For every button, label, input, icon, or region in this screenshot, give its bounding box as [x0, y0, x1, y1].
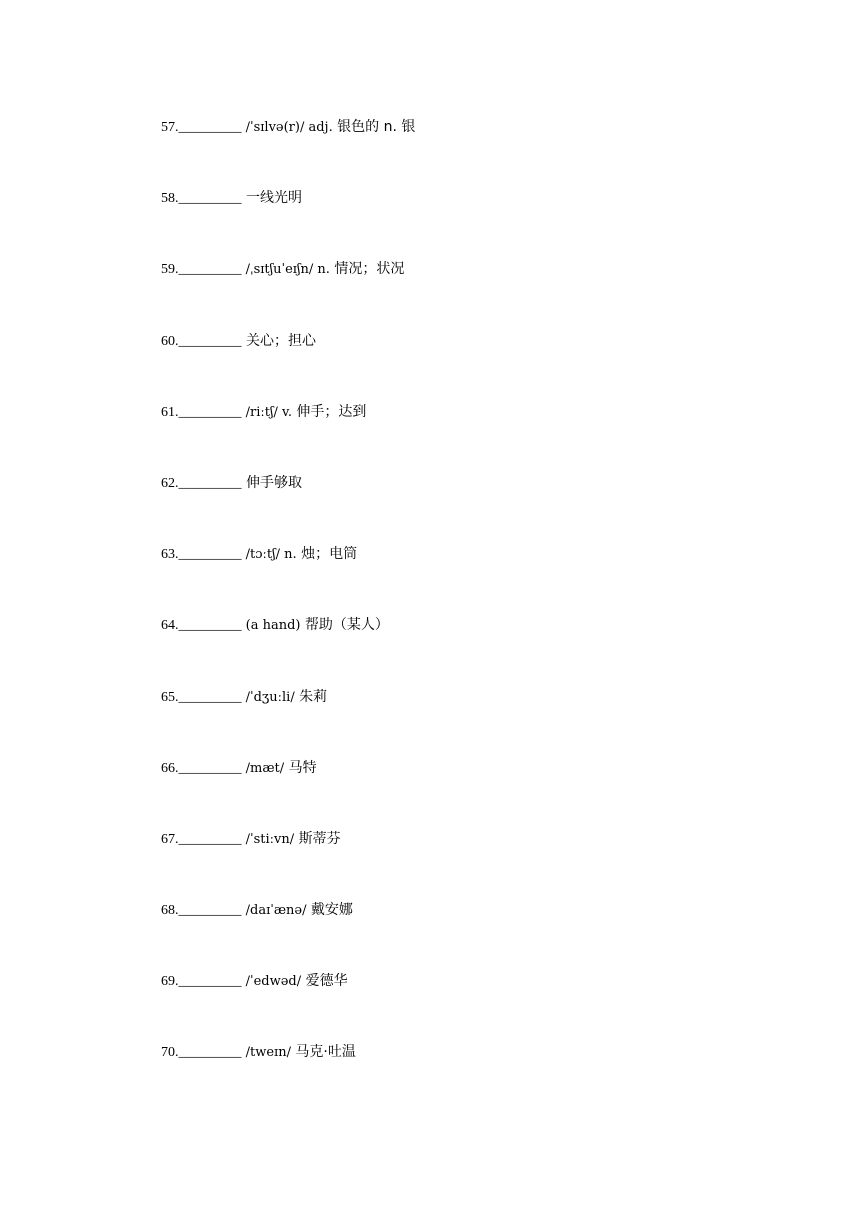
list-item: [161, 331, 801, 402]
list-item: [161, 473, 801, 544]
list-item: [161, 1042, 801, 1113]
list-item: [161, 188, 801, 259]
chinese-meaning: 烛；电筒: [296, 546, 358, 563]
list-item: [161, 829, 801, 900]
item-number: 70.: [161, 1045, 179, 1061]
item-number: 66.: [161, 760, 179, 776]
pronunciation: /riːtʃ/ v.: [241, 404, 292, 420]
item-number: 57.: [161, 120, 179, 135]
chinese-meaning: 斯蒂芬: [294, 830, 341, 847]
answer-blank: _________: [178, 903, 242, 919]
list-item: [161, 615, 801, 686]
item-number: 64.: [161, 618, 179, 634]
chinese-meaning: 伸手够取: [241, 474, 302, 491]
answer-blank: _________: [178, 618, 242, 634]
vocabulary-list: [161, 117, 801, 1114]
chinese-meaning: 关心；担心: [241, 332, 316, 349]
item-number: 65.: [161, 689, 179, 705]
item-number: 69.: [161, 974, 179, 990]
answer-blank: _________: [178, 547, 242, 563]
pronunciation: /daɪˈænə/: [241, 903, 307, 919]
list-item: [161, 117, 801, 188]
list-item: [161, 544, 801, 615]
chinese-meaning: 帮助（某人）: [300, 617, 389, 634]
pronunciation: (a hand): [241, 618, 301, 634]
item-number: 60.: [161, 333, 179, 349]
pronunciation: /ˈedwəd/: [241, 974, 302, 990]
item-number: 62.: [161, 475, 179, 491]
item-number: 68.: [161, 903, 179, 919]
chinese-meaning: 戴安娜: [306, 902, 353, 919]
answer-blank: _________: [178, 191, 242, 207]
answer-blank: _________: [178, 120, 242, 135]
pronunciation: /ˈstiːvn/: [241, 831, 295, 847]
chinese-meaning: 情况；状况: [329, 261, 405, 278]
chinese-meaning: 银色的 n. 银: [332, 119, 416, 135]
answer-blank: _________: [178, 1045, 242, 1061]
chinese-meaning: 马特: [284, 759, 317, 776]
pronunciation: /tweɪn/: [241, 1045, 291, 1061]
item-number: 61.: [161, 404, 179, 420]
list-item: [161, 971, 801, 1042]
pronunciation: /tɔːtʃ/ n.: [241, 547, 297, 563]
pronunciation: /ˈdʒuːli/: [241, 689, 295, 705]
list-item: [161, 900, 801, 971]
list-item: [161, 758, 801, 829]
item-number: 67.: [161, 831, 179, 847]
chinese-meaning: 一线光明: [241, 190, 302, 207]
answer-blank: _________: [178, 689, 242, 705]
chinese-meaning: 马克·吐温: [290, 1044, 356, 1061]
item-number: 63.: [161, 547, 179, 563]
list-item: [161, 259, 801, 330]
chinese-meaning: 爱德华: [301, 973, 348, 990]
pronunciation: /ˈsɪlvə(r)/ adj.: [241, 120, 333, 135]
pronunciation: /mæt/: [241, 760, 285, 776]
answer-blank: _________: [178, 333, 242, 349]
item-number: 58.: [161, 191, 179, 207]
chinese-meaning: 朱莉: [294, 688, 328, 705]
pronunciation: /ˌsɪtʃuˈeɪʃn/ n.: [241, 262, 330, 278]
answer-blank: _________: [178, 404, 242, 420]
answer-blank: _________: [178, 475, 242, 491]
item-number: 59.: [161, 262, 179, 278]
chinese-meaning: 伸手；达到: [291, 403, 367, 420]
answer-blank: _________: [178, 262, 242, 278]
list-item: [161, 687, 801, 758]
answer-blank: _________: [178, 760, 242, 776]
list-item: [161, 402, 801, 473]
answer-blank: _________: [178, 974, 242, 990]
answer-blank: _________: [178, 831, 242, 847]
